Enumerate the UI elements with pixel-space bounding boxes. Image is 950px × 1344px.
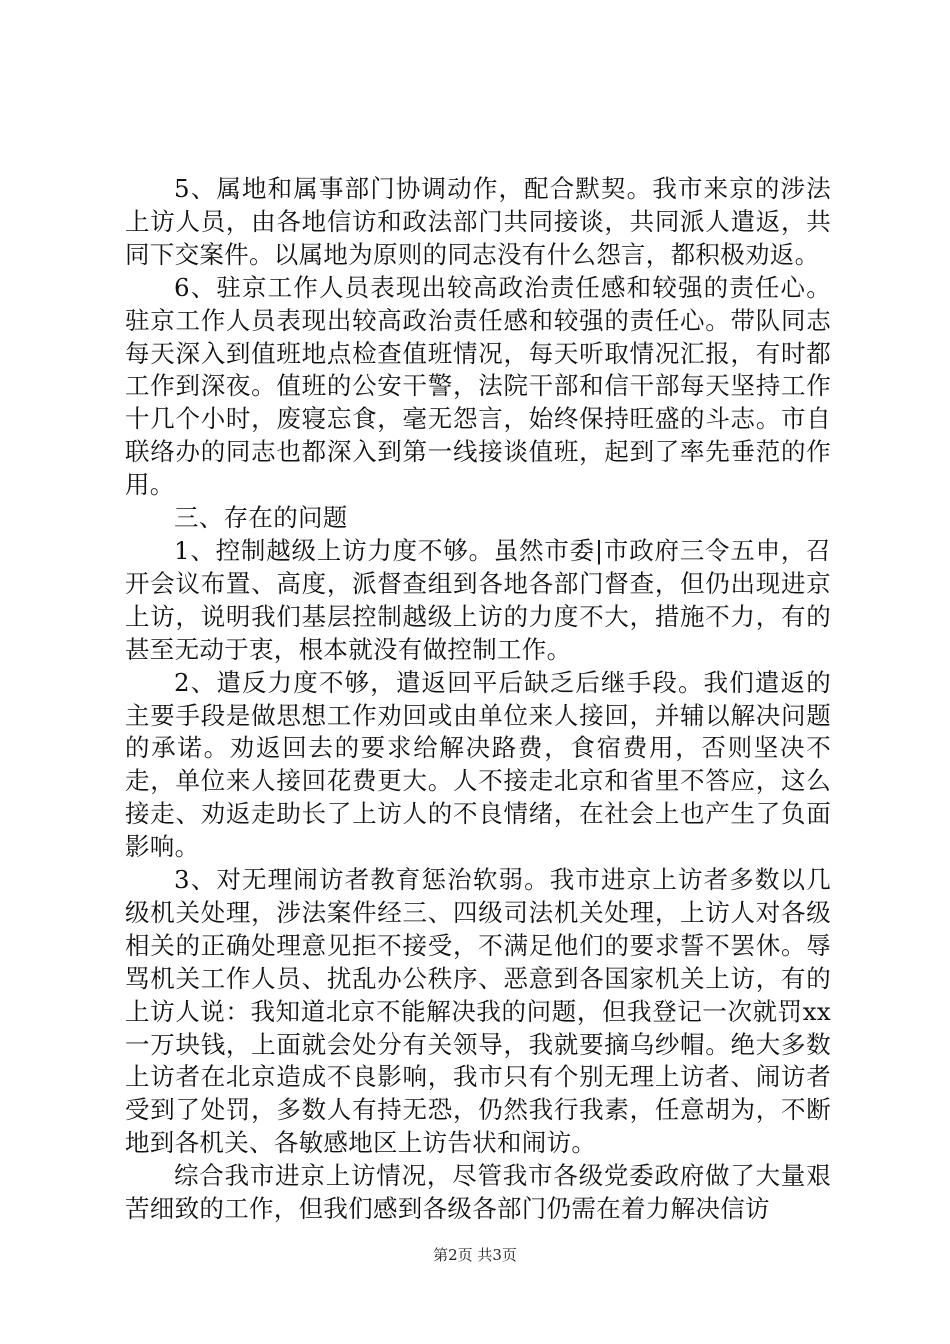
paragraph-problem-2: 2、遣反力度不够，遣返回平后缺乏后继手段。我们遣返的主要手段是做思想工作劝回或由单位来人接回，并辅以解决问题的承诺。劝返回去的要求给解决路费，食宿费用，否则坚决不走，单位来人接回花费更大。人不接走北京和省里不答应，这么接走、劝返走助长了上访人的不良情绪，在社会上也产生了负面影响。: [125, 667, 831, 862]
paragraph-item-6: 6、驻京工作人员表现出较高政治责任感和较强的责任心。驻京工作人员表现出较高政治责任感和较强的责任心。带队同志每天深入到值班地点检查值班情况，每天听取情况汇报，有时都工作到深夜。值班的公安干警，法院干部和信干部每天坚持工作十几个小时，废寝忘食，毫无怨言，始终保持旺盛的斗志。市自联络办的同志也都深入到第一线接谈值班，起到了率先垂范的作用。: [125, 272, 831, 500]
document-body: [125, 173, 831, 1226]
paragraph-problem-1: 1、控制越级上访力度不够。虽然市委|市政府三令五申，召开会议布置、高度，派督查组到各地各部门督查，但仍出现进京上访，说明我们基层控制越级上访的力度不大，措施不力，有的甚至无动于衷，根本就没有做控制工作。: [125, 535, 831, 664]
paragraph-summary: 综合我市进京上访情况，尽管我市各级党委政府做了大量艰苦细致的工作，但我们感到各级各部门仍需在着力解决信访: [125, 1161, 831, 1224]
page-footer: 第2页 共3页: [433, 1246, 517, 1264]
section-heading-problems: 三、存在的问题: [174, 503, 348, 533]
paragraph-item-5: 5、属地和属事部门协调动作，配合默契。我市来京的涉法上访人员，由各地信访和政法部门共同接谈，共同派人遣返，共同下交案件。以属地为原则的同志没有什么怨言，都积极劝返。: [125, 174, 831, 269]
paragraph-problem-3: 3、对无理闹访者教育惩治软弱。我市进京上访者多数以几级机关处理，涉法案件经三、四级司法机关处理，上访人对各级相关的正确处理意见拒不接受，不满足他们的要求誓不罢休。辱骂机关工作人员、扰乱办公秩序、恶意到各国家机关上访，有的上访人说：我知道北京不能解决我的问题，但我登记一次就罚xx一万块钱，上面就会处分有关领导，我就要摘乌纱帽。绝大多数上访者在北京造成不良影响，我市只有个别无理上访者、闹访者受到了处罚，多数人有持无恐，仍然我行我素，任意胡为，不断地到各机关、各敏感地区上访告状和闹访。: [125, 865, 831, 1158]
